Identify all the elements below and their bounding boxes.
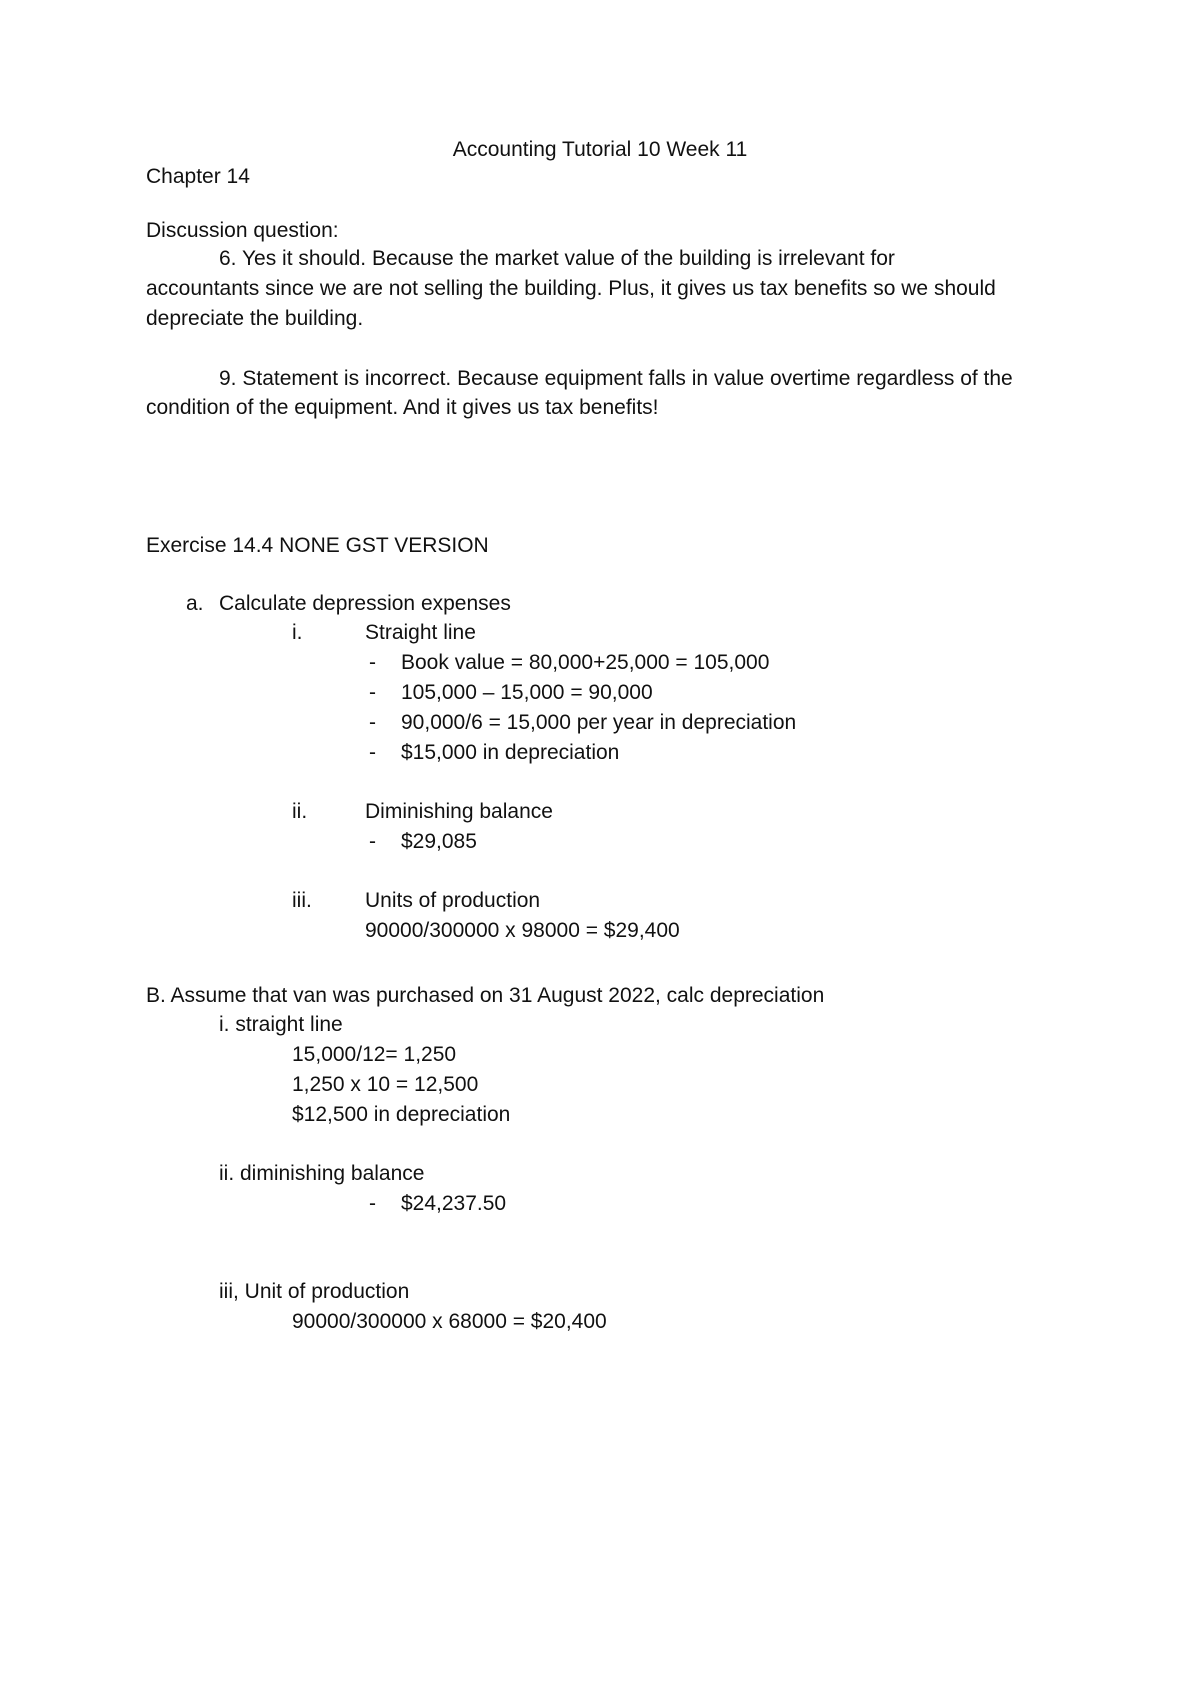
list-dash: -: [369, 1192, 376, 1215]
part-b-heading: B. Assume that van was purchased on 31 August 2022, calc depreciation: [146, 984, 825, 1007]
list-dash: -: [369, 741, 376, 764]
discussion-q9-line1: 9. Statement is incorrect. Because equipment falls in value overtime regardless of the: [219, 367, 1013, 390]
part-b-diminishing-label: ii. diminishing balance: [219, 1162, 425, 1185]
part-a-label: Calculate depression expenses: [219, 592, 511, 615]
part-b-units-calc: 90000/300000 x 68000 = $20,400: [292, 1310, 607, 1333]
chapter-heading: Chapter 14: [146, 165, 250, 188]
part-b-diminishing-value: $24,237.50: [401, 1192, 507, 1215]
part-a-marker: a.: [186, 592, 204, 615]
straight-line-marker: i.: [292, 621, 303, 644]
list-dash: -: [369, 681, 376, 704]
straight-line-step-1: Book value = 80,000+25,000 = 105,000: [401, 651, 770, 674]
document-title: Accounting Tutorial 10 Week 11: [452, 138, 748, 161]
units-label: Units of production: [365, 889, 541, 912]
straight-line-step-4: $15,000 in depreciation: [401, 741, 620, 764]
straight-line-step-2: 105,000 – 15,000 = 90,000: [401, 681, 653, 704]
part-b-straight-line-step-1: 15,000/12= 1,250: [292, 1043, 457, 1066]
part-b-units-label: iii, Unit of production: [219, 1280, 410, 1303]
discussion-q6-line3: depreciate the building.: [146, 307, 364, 330]
diminishing-marker: ii.: [292, 800, 308, 823]
discussion-q6-line1: 6. Yes it should. Because the market value of the building is irrelevant for: [219, 247, 895, 270]
units-marker: iii.: [292, 889, 312, 912]
diminishing-label: Diminishing balance: [365, 800, 553, 823]
exercise-heading: Exercise 14.4 NONE GST VERSION: [146, 534, 489, 557]
list-dash: -: [369, 830, 376, 853]
diminishing-value: $29,085: [401, 830, 477, 853]
part-b-straight-line-label: i. straight line: [219, 1013, 343, 1036]
straight-line-label: Straight line: [365, 621, 476, 644]
list-dash: -: [369, 711, 376, 734]
units-calc: 90000/300000 x 98000 = $29,400: [365, 919, 680, 942]
discussion-q9-line2: condition of the equipment. And it gives us tax benefits!: [146, 396, 659, 419]
part-b-straight-line-step-3: $12,500 in depreciation: [292, 1103, 511, 1126]
discussion-q6-line2: accountants since we are not selling the building. Plus, it gives us tax benefits so we should: [146, 277, 996, 300]
part-b-straight-line-step-2: 1,250 x 10 = 12,500: [292, 1073, 479, 1096]
straight-line-step-3: 90,000/6 = 15,000 per year in depreciation: [401, 711, 797, 734]
list-dash: -: [369, 651, 376, 674]
discussion-heading: Discussion question:: [146, 219, 339, 242]
